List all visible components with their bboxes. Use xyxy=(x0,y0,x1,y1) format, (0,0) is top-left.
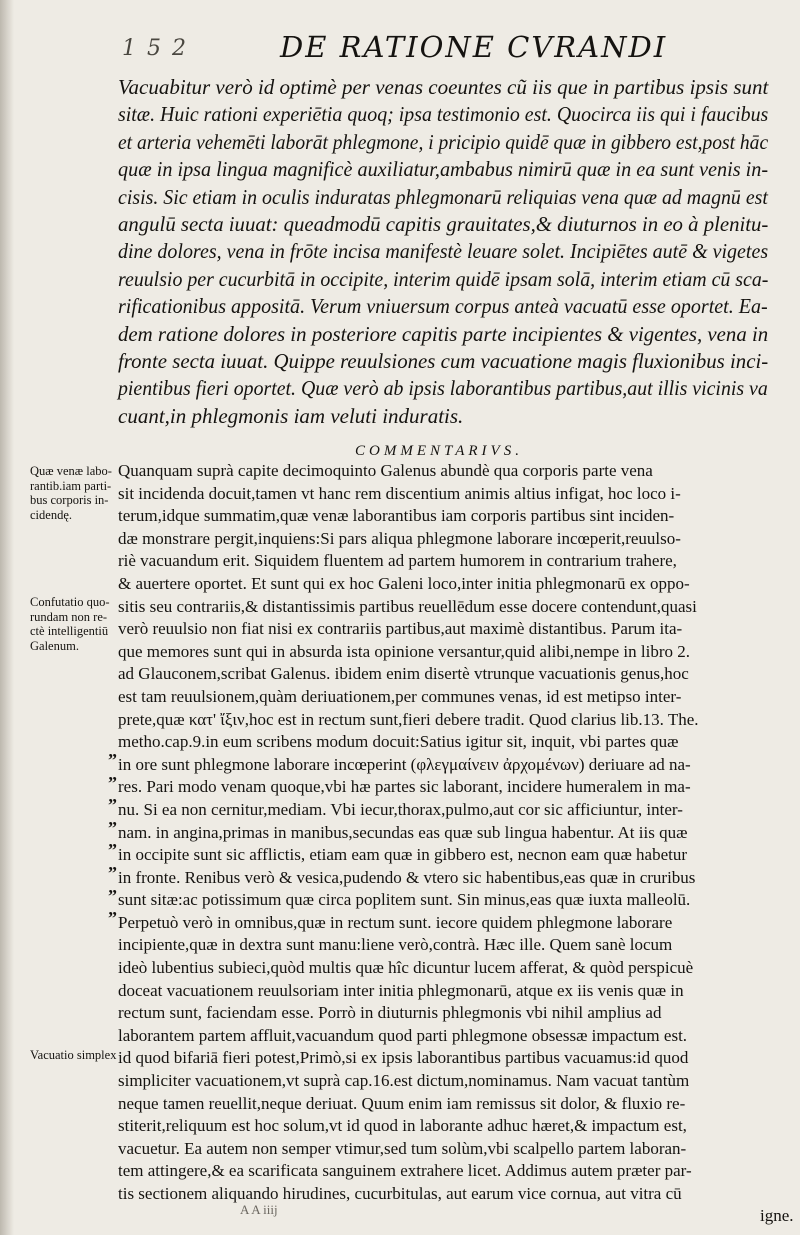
commentary-line: metho.cap.9.in eum scribens modum docuit:Satius igitur sit, inquit, vbi partes quæ xyxy=(118,732,679,752)
margin-note-line: cidendę. xyxy=(30,507,72,522)
margin-note-line: Quæ venæ labo- xyxy=(30,464,112,478)
commentarius-heading: COMMENTARIVS. xyxy=(355,443,523,459)
italic-line: pientibus fieri oportet. Quæ verò ab ipsis laborantibus partibus,aut illis vicinis va xyxy=(118,376,768,401)
commentary-line: ideò lubentius subieci,quòd multis quæ hîc dicuntur lucem afferat, & quòd perspicuè xyxy=(118,958,694,978)
commentary-line: Quanquam suprà capite decimoquinto Galenus abundè qua corporis parte vena xyxy=(118,461,653,480)
commentary-line: & auertere oportet. Et sunt qui ex hoc Galeni loco,inter initia phlegmonarū ex oppo- xyxy=(118,573,690,593)
margin-note-line: Galenum. xyxy=(30,638,79,653)
margin-note-line: rundam non re- xyxy=(30,609,108,624)
commentary-line: dæ monstrare pergit,inquiens:Si pars aliqua phlegmone laborare incœperit,reuulso- xyxy=(118,528,681,548)
commentary-line: Perpetuò verò in omnibus,quæ in rectum sunt. iecore quidem phlegmone laborare xyxy=(118,912,673,932)
galen-text-block xyxy=(118,74,768,430)
italic-line: reuulsio per cucurbitā in occipite, interim quidē ipsam solā, interim etiam cū sca- xyxy=(118,266,769,291)
italic-line: sitæ. Huic rationi experiētia quoq; ipsa testimonio est. Quocirca iis qui i faucibus xyxy=(118,102,769,127)
margin-note-line: Vacuatio simplex xyxy=(30,1048,117,1062)
quote-mark: ” xyxy=(108,795,117,816)
commentary-line: sit incidenda docuit,tamen vt hanc rem discentium animis altius infigat, hoc loco i- xyxy=(118,483,681,503)
commentary-line: laborantem partem affluit,vacuandum quod parti phlegmone obsessæ impactum est. xyxy=(118,1025,688,1045)
commentary-line: incipiente,quæ in dextra sunt manu:liene verò,contrà. Hæc ille. Quem sanè locum xyxy=(118,935,673,955)
margin-note-line: ctè intelligentiū xyxy=(30,624,109,638)
margin-note-vacuatio xyxy=(30,1048,116,1063)
page-number: 1 5 2 xyxy=(122,36,188,61)
commentary-line: est tam reuulsionem,quàm deriuationem,per communes venas, id est metipso inter- xyxy=(118,686,682,706)
catchword: igne. xyxy=(760,1206,794,1225)
commentary-line: vacuetur. Ea autem non semper vtimur,sed tum solùm,vbi scalpello partem laboran- xyxy=(118,1138,687,1158)
commentary-line: verò reuulsio non fiat nisi ex contrariis partibus,aut maximè distantibus. Parum ita- xyxy=(118,619,683,639)
commentary-line: neque tamen reuellit,neque deriuat. Quum enim iam remissus sit dolor, & fluxio re- xyxy=(118,1093,686,1113)
signature-mark: A A iiij xyxy=(240,1202,278,1217)
commentary-line: tem attingere,& ea scarificata sanguinem extrahere licet. Addimus autem præter par- xyxy=(118,1161,692,1181)
commentary-line: que memores sunt qui in absurda ista opinione versantur,quid alibi,nempe in libro 2. xyxy=(118,641,691,661)
italic-line: rificationibus appositā. Verum vniuersum corpus anteà vacuatū esse oportet. Ea- xyxy=(118,294,768,319)
quotation-marks-column xyxy=(108,749,117,930)
quote-mark: ” xyxy=(108,750,117,770)
commentary-line: stiterit,reliquum est hoc solum,vt id quod in laborante adhuc hæret,& impactum est, xyxy=(118,1116,687,1136)
quote-mark: ” xyxy=(108,885,117,906)
commentary-line: in ore sunt phlegmone laborare incœperint (φλεγμαίνειν ἀρχομένων) deriuare ad na- xyxy=(118,754,691,774)
margin-note-line: bus corporis in- xyxy=(30,493,109,507)
commentary-line: simpliciter vacuationem,vt suprà cap.16.est dictum,nominamus. Nam vacuat tantùm xyxy=(118,1071,690,1091)
italic-line: dem ratione dolores in posteriore capitis parte incipientes & vigentes, vena in xyxy=(118,321,769,346)
margin-note-venae xyxy=(30,464,112,522)
italic-line: cisis. Sic etiam in oculis induratas phlegmonarū reliquias vena quæ ad magnū est xyxy=(118,184,768,209)
quote-mark: ” xyxy=(108,840,117,861)
italic-line: fronte secta iuuat. Quippe reuulsiones cum vacuatione magis fluxionibus inci- xyxy=(118,349,769,374)
italic-line: Vacuabitur verò id optimè per venas coeuntes cũ iis que in partibus ipsis sunt xyxy=(118,75,769,99)
margin-note-confutatio xyxy=(30,595,110,653)
commentary-text-block xyxy=(118,460,790,1206)
commentary-line: ad Glauconem,scribat Galenus. ibidem enim disertè vtrunque vacuationis genus,hoc xyxy=(118,664,689,684)
italic-line: angulū secta iuuat: queadmodū capitis grauitates,& diuturnos in eo à plenitu- xyxy=(118,212,769,237)
commentary-line: sunt sitæ:ac potissimum quæ circa poplitem sunt. Sin minus,eas quæ iuxta malleolū. xyxy=(118,890,691,910)
italic-line: cuant,in phlegmonis iam veluti induratis. xyxy=(118,403,464,428)
running-header xyxy=(122,30,668,64)
page-edge-shadow xyxy=(0,0,14,1235)
commentary-line: in occipite sunt sic afflictis, etiam eam quæ in gibbero est, necnon eam quæ habetur xyxy=(118,845,688,865)
commentary-line: id quod bifariā fieri potest,Primò,si ex ipsis laborantibus partibus vacuamus:id quod xyxy=(118,1048,689,1068)
quote-mark: ” xyxy=(108,817,117,838)
commentary-line: prete,quæ κατ' ἴξιν,hoc est in rectum sunt,fieri debere tradit. Quod clarius lib.13. The. xyxy=(118,709,699,729)
quote-mark: ” xyxy=(108,908,117,929)
commentary-line: sitis seu contrariis,& distantissimis partibus reuellēdum esse docere contendunt,quasi xyxy=(118,596,697,616)
commentary-line: nam. in angina,primas in manibus,secundas eas quæ sub lingua habentur. At iis quæ xyxy=(118,822,688,842)
commentary-line: doceat vacuationem reuulsoriam inter initia phlegmonarū, atque ex iis venis quæ in xyxy=(118,980,684,1000)
commentary-line: terum,idque summatim,quæ venæ laborantibus iam corporis partibus sint inciden- xyxy=(118,506,675,526)
italic-line: et arteria vehemēti laborāt phlegmone, i pricipio quidē quæ in gibbero est,post hāc xyxy=(118,129,769,154)
commentary-line: res. Pari modo venam quoque,vbi hæ partes sic laborant, incidere humeralem in ma- xyxy=(118,777,691,797)
quote-mark: ” xyxy=(108,772,117,793)
commentary-line: nu. Si ea non cernitur,mediam. Vbi iecur,thorax,pulmo,aut cor sic afficiuntur, inter- xyxy=(118,799,683,819)
quote-mark: ” xyxy=(108,862,117,883)
margin-note-line: Confutatio quo- xyxy=(30,595,110,609)
commentary-line: tis sectionem aliquando hirudines, cucurbitulas, aut earum vice cornua, aut vitra cū xyxy=(118,1184,682,1203)
italic-line: quæ in ipsa lingua magnificè auxiliatur,ambabus nimirū quæ in ea sunt venis in- xyxy=(118,157,769,182)
commentary-line: riè vacuandum erit. Siquidem fluentem ad partem humorem in contrarium trahere, xyxy=(118,551,677,571)
commentary-line: in fronte. Renibus verò & vesica,pudendo & vtero sic habentibus,eas quæ in cruribus xyxy=(118,867,696,887)
italic-line: dine dolores, vena in frōte incisa manifestè leuare solet. Incipiētes autē & vigetes xyxy=(118,239,769,264)
header-title: DE RATIONE CVRANDI xyxy=(280,30,668,64)
commentary-line: rectum sunt, faciendam esse. Porrò in diuturnis phlegmonis vbi nihil amplius ad xyxy=(118,1003,662,1023)
margin-note-line: rantib.iam parti- xyxy=(30,478,112,493)
